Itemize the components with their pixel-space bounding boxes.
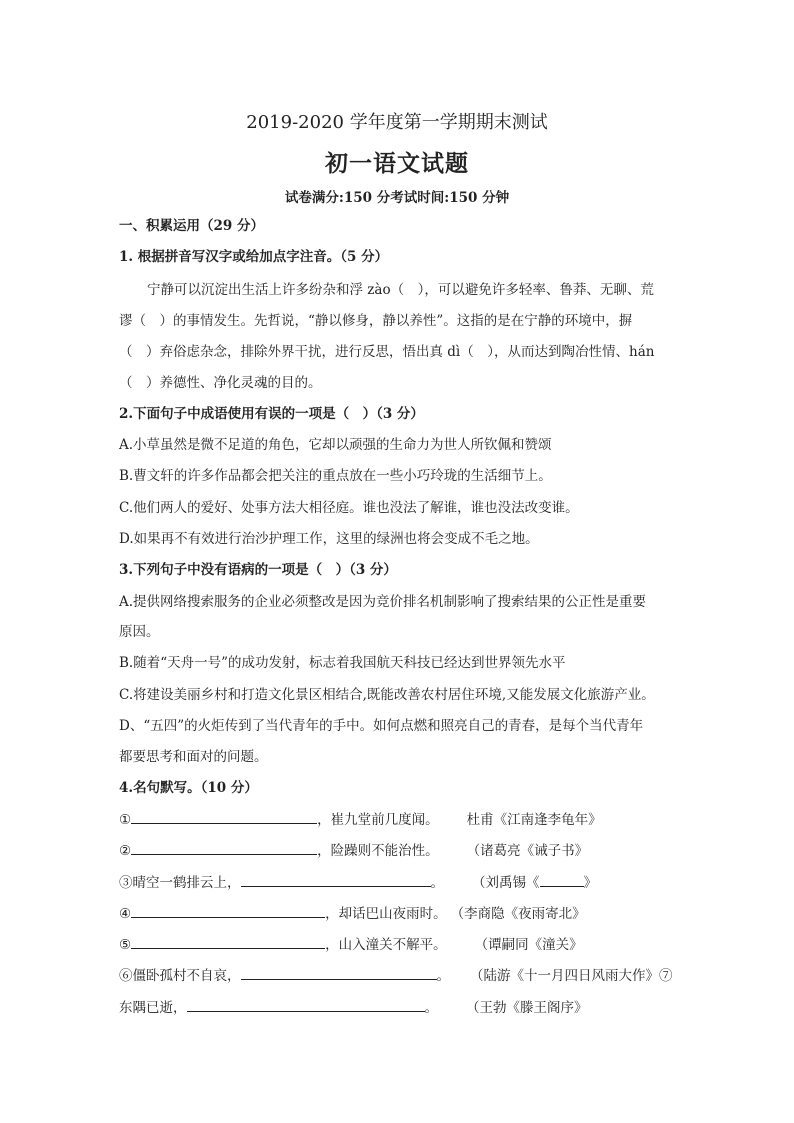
q4-title: 4.名句默写。（10 分） bbox=[119, 780, 258, 796]
q3-line: D、“五四”的火炬传到了当代青年的手中。如何点燃和照亮自己的青春，是每个当代青年 bbox=[119, 718, 644, 734]
q3-line: 原因。 bbox=[119, 624, 160, 640]
q1-line: 谬（ ）的事情发生。先哲说，“静以修身，静以养性”。这指的是在宁静的环境中，摒 bbox=[119, 313, 633, 329]
answer-blank[interactable] bbox=[241, 873, 431, 887]
poem-source: （谭嗣同《潼关》 bbox=[474, 937, 583, 953]
poem-title-blank[interactable] bbox=[540, 873, 584, 887]
q2-option-c: C.他们两人的爱好、处事方法大相径庭。谁也没法了解谁，谁也没法改变谁。 bbox=[119, 500, 579, 516]
recitation-item-2: ② ，险躁则不能治性。 （诸葛亮《诫子书》 bbox=[119, 843, 589, 859]
recitation-item-3: ③晴空一鹤排云上， 。 （刘禹锡《 》 bbox=[119, 875, 597, 891]
poem-source: （王勃《滕王阁序》 bbox=[466, 1000, 588, 1016]
answer-blank[interactable] bbox=[187, 998, 425, 1012]
recitation-item-5: ⑤ ，山入潼关不解平。 （谭嗣同《潼关》 bbox=[119, 937, 583, 953]
q3-line: B.随着“天舟一号”的成功发射，标志着我国航天科技已经达到世界领先水平 bbox=[119, 655, 566, 671]
exam-title: 2019-2020 学年度第一学期期末测试 bbox=[246, 112, 548, 133]
recitation-item-1: ① ，崔九堂前几度闻。 杜甫《江南逢李龟年》 bbox=[119, 812, 602, 828]
recitation-item-4: ④ ，却话巴山夜雨时。 （李商隐《夜雨寄北》 bbox=[119, 906, 586, 922]
q2-option-a: A.小草虽然是微不足道的角色，它却以顽强的生命力为世人所钦佩和赞颂 bbox=[119, 437, 552, 453]
exam-subject: 初一语文试题 bbox=[325, 150, 469, 177]
poem-source: 杜甫《江南逢李龟年》 bbox=[466, 812, 602, 828]
q2-option-d: D.如果再不有效进行治沙护理工作，这里的绿洲也将会变成不毛之地。 bbox=[119, 531, 539, 547]
exam-meta: 试卷满分:150 分考试时间:150 分钟 bbox=[284, 190, 510, 206]
q1-line: 宁静可以沉淀出生活上许多纷杂和浮 zào（ ），可以避免许多轻率、鲁莽、无聊、荒 bbox=[147, 282, 654, 298]
q3-line: C.将建设美丽乡村和打造文化景区相结合,既能改善农村居住环境,又能发展文化旅游产业。 bbox=[119, 687, 655, 703]
q3-line: A.提供网络搜索服务的企业必须整改是因为竞价排名机制影响了搜索结果的公正性是重要 bbox=[119, 594, 647, 610]
section-heading: 一、积累运用（29 分） bbox=[119, 218, 264, 234]
recitation-item-6: ⑥僵卧孤村不自哀， 。 （陆游《十一月四日风雨大作》⑦ bbox=[119, 968, 673, 984]
q2-title: 2.下面句子中成语使用有误的一项是（ ）（3 分） bbox=[119, 406, 424, 422]
recitation-item-7: 东隅已逝， 。 （王勃《滕王阁序》 bbox=[119, 1000, 588, 1016]
q3-title: 3.下列句子中没有语病的一项是（ ）（3 分） bbox=[119, 562, 397, 578]
poem-source: （陆游《十一月四日风雨大作》⑦ bbox=[470, 968, 673, 984]
answer-blank[interactable] bbox=[131, 841, 317, 855]
q3-line: 都要思考和面对的问题。 bbox=[119, 749, 268, 765]
answer-blank[interactable] bbox=[241, 966, 437, 980]
poem-source: （刘禹锡《 》 bbox=[472, 875, 597, 891]
q1-title: 1. 根据拼音写汉字或给加点字注音。（5 分） bbox=[119, 249, 389, 265]
q1-line: （ ）弃俗虑杂念，排除外界干扰，进行反思，悟出真 dì（ ），从而达到陶冶性情、hán bbox=[119, 344, 655, 360]
q1-line: （ ）养德性、净化灵魂的目的。 bbox=[119, 375, 322, 391]
poem-source: （李商隐《夜雨寄北》 bbox=[450, 906, 586, 922]
q2-option-b: B.曹文轩的许多作品都会把关注的重点放在一些小巧玲珑的生活细节上。 bbox=[119, 468, 552, 484]
answer-blank[interactable] bbox=[131, 904, 325, 918]
answer-blank[interactable] bbox=[131, 810, 317, 824]
answer-blank[interactable] bbox=[131, 935, 325, 949]
poem-source: （诸葛亮《诫子书》 bbox=[466, 843, 589, 859]
